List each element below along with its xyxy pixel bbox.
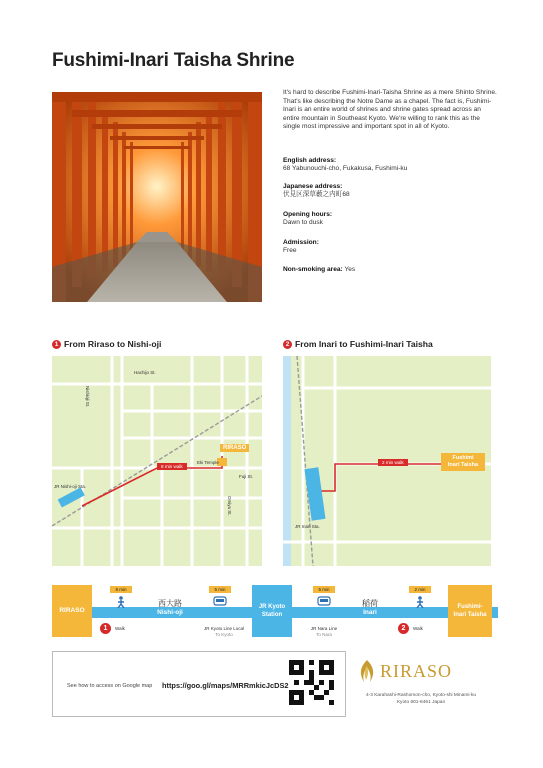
map1-riraso-marker: RIRASO — [220, 444, 249, 452]
section2-title: From Inari to Fushimi-Inari Taisha — [295, 339, 433, 349]
map-riraso-to-nishioji — [52, 356, 262, 566]
smoking-block — [283, 266, 355, 274]
riraso-logo — [356, 658, 486, 686]
torii-gates-photo — [52, 92, 262, 302]
intro-paragraph: It's hard to describe Fushimi-Inari-Taisha Shrine as a mere Shinto Shrine. That's like describing the Notre Dame as a chapel. The fact is, Fushimi-Inari is an entire world of shrines and shrine gates spread across an entire mountain in Southeast Kyoto. We're willing to rank this as the single most impressive and important spot in all of Kyoto. — [283, 89, 497, 131]
opening-hours-label: Opening hours: — [283, 211, 333, 218]
section1-header — [52, 339, 161, 349]
map2-destination-marker: Fushimi Inari Taisha — [441, 453, 485, 471]
opening-hours-block — [283, 211, 332, 228]
duration-train2: 5 min — [313, 586, 335, 593]
train-icon — [317, 596, 331, 607]
route-step2-marker: 2 — [398, 623, 409, 634]
map1-hachijo-label: Hachijo St. — [134, 370, 156, 375]
smoking-value: Yes — [344, 266, 356, 273]
map2-walk-tag: 2 min walk — [378, 459, 408, 466]
qr-code-icon[interactable] — [289, 660, 334, 705]
map1-nishioji-label: Nishioji St. — [85, 386, 90, 408]
section1-number: 1 — [52, 340, 61, 349]
nishioji-kanji: 西大路 — [158, 599, 182, 608]
walk-icon — [115, 596, 127, 608]
section2-number: 2 — [283, 340, 292, 349]
admission-block — [283, 239, 319, 256]
map1-walk-tag: 8 min walk — [157, 463, 187, 470]
route-step1-marker: 1 — [100, 623, 111, 634]
duration-train1: 5 min — [209, 586, 231, 593]
map1-fuji-label: Fuji St. — [239, 474, 254, 479]
admission-label: Admission: — [283, 239, 319, 246]
line1-direction: To Kyoto — [215, 632, 233, 637]
line2-label: JR Nara Line — [310, 626, 338, 631]
route-start-box: RIRASO — [52, 585, 92, 637]
route-walk1-label: Walk — [115, 626, 125, 631]
page-title: Fushimi-Inari Taisha Shrine — [52, 50, 295, 71]
inari-kanji: 稲荷 — [362, 599, 378, 608]
route-end-box: Fushimi- Inari Taisha — [448, 585, 492, 637]
train-icon — [213, 596, 227, 607]
english-address-label: English address: — [283, 157, 337, 164]
riraso-brand: RIRASO — [380, 661, 453, 681]
section2-header — [283, 339, 433, 349]
smoking-label: Non-smoking area: — [283, 266, 343, 273]
duration-walk1: 8 min — [110, 586, 132, 593]
map1-omiya-label: Omiya St. — [227, 496, 232, 516]
english-address-block — [283, 157, 407, 174]
admission-value: Free — [283, 247, 297, 255]
riraso-flame-icon — [356, 658, 378, 684]
route-walk2-label: Walk — [413, 626, 423, 631]
section1-title: From Riraso to Nishi-oji — [64, 339, 162, 349]
nishioji-station-label: Nishi-oji — [157, 609, 183, 616]
google-map-url[interactable]: https://goo.gl/maps/MRRmkicJcDS2 — [162, 681, 289, 690]
english-address-value: 68 Yabunouchi-cho, Fukakusa, Fushimi-ku — [283, 165, 408, 173]
map1-temple-label: Eki Temple — [197, 460, 219, 465]
duration-walk2: 2 min — [409, 586, 431, 593]
walk-icon — [414, 596, 426, 608]
japanese-address-value: 伏見区深草藪之内町68 — [283, 191, 350, 199]
map-inari-to-taisha — [283, 356, 491, 566]
google-map-text: See how to access on Google map — [67, 683, 153, 689]
inari-station-label: Inari — [363, 609, 377, 616]
riraso-address-line1: 4-3 Karahashi-Rashomon-cho, Kyoto-shi Minami-ku — [365, 693, 477, 698]
route-kyoto-station-box: JR Kyoto Station — [252, 585, 292, 637]
japanese-address-label: Japanese address: — [283, 183, 343, 190]
japanese-address-block — [283, 183, 350, 200]
line1-label: JR Kyoto Line Local — [203, 626, 245, 631]
riraso-address — [356, 692, 486, 706]
opening-hours-value: Dawn to dusk — [283, 219, 323, 227]
map1-station-label: JR Nishi-oji Sta. — [54, 484, 87, 489]
riraso-address-line2: Kyoto 601-8461 Japan — [396, 700, 446, 705]
map2-station-label: JR Inari Sta. — [295, 524, 320, 529]
line2-direction: To Nara — [316, 632, 332, 637]
